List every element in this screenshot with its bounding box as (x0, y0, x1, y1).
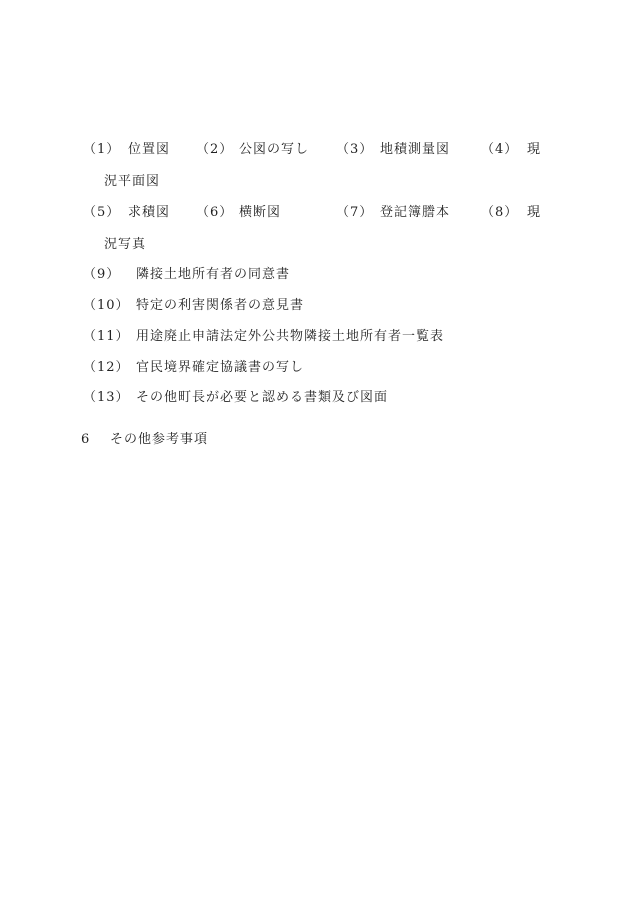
item-number: （3） (336, 142, 374, 157)
attachment-item-10 (0, 296, 630, 316)
item-label: 用途廃止申請法定外公共物隣接土地所有者一覧表 (136, 329, 445, 344)
item-label: 位置図 (128, 142, 171, 157)
item-label-continuation: 況写真 (104, 237, 147, 252)
attachment-row-2 (0, 203, 630, 223)
item-number: （9） (83, 267, 121, 282)
item-label: 地積測量図 (380, 142, 451, 157)
item-label: その他町長が必要と認める書類及び図面 (136, 390, 389, 405)
item-label: 現 (527, 205, 542, 220)
item-number: （6） (196, 205, 234, 220)
item-number: （8） (481, 205, 519, 220)
item-label: 特定の利害関係者の意見書 (136, 298, 305, 313)
item-number: （11） (83, 329, 130, 344)
item-label: 登記簿謄本 (380, 205, 451, 220)
item-number: （10） (83, 298, 130, 313)
item-number: （4） (481, 142, 519, 157)
attachment-item-9 (0, 265, 630, 285)
item-label-continuation: 況平面図 (104, 174, 161, 189)
item-label: 現 (527, 142, 542, 157)
item-number: （12） (83, 360, 130, 375)
item-label: 官民境界確定協議書の写し (136, 360, 305, 375)
item-label: 隣接土地所有者の同意書 (136, 267, 291, 282)
item-number: （5） (83, 205, 121, 220)
item-label: 求積図 (128, 205, 171, 220)
item-number: （1） (83, 142, 121, 157)
section-title: その他参考事項 (110, 432, 209, 447)
item-label: 横断図 (239, 205, 282, 220)
attachment-item-13 (0, 388, 630, 408)
attachment-item-12 (0, 358, 630, 378)
item-number: （2） (196, 142, 234, 157)
item-number: （13） (83, 390, 130, 405)
item-label: 公図の写し (239, 142, 310, 157)
attachment-row-1 (0, 140, 630, 160)
item-number: （7） (336, 205, 374, 220)
attachment-item-11 (0, 327, 630, 347)
section-number: 6 (81, 432, 91, 447)
section-heading (0, 430, 630, 450)
